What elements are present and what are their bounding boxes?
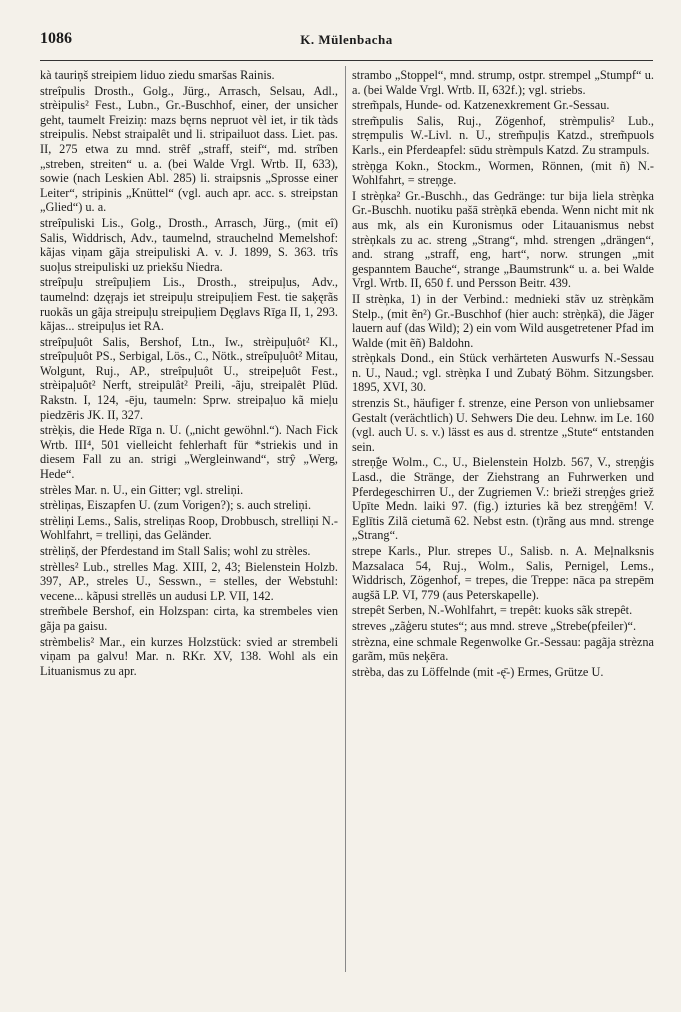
dictionary-entry (352, 544, 654, 602)
dictionary-entry (352, 351, 654, 395)
entry-text: streîpulis Drosth., Golg., Jürg., Arrasch, Selsau, Adl., strèipulis² Fest., Lubn., Gr.-Buschhof, einer, der unsicher geht, taumelt Freiziņ: mazs bęrns nepruot vèl iet, ir tik tàds streipulis. Nebst straipalêt und li. stripailuot dass. Liet. pas. II, 275 etwa zu mnd. strêf „straff, steif“, md. strîben „streben, streiten“ u. a. (bei Walde Vrgl. Wrtb. II, 633), sowie (nach Leskien Abl. 285) li. straipsnis „Sprosse einer Leiter“, stripinis „Knüttel“ (vgl. auch apr. acc. s. streipstan „Glied“) u. a. (40, 83, 338, 215)
entry-text: strèba, das zu Löffelnde (mit -ę̄-) Ermes, Grütze U. (352, 664, 604, 679)
entry-text: streves „zãģeru stutes“; aus mnd. streve „Strebe(pfeiler)“. (352, 618, 637, 633)
page-number: 1086 (40, 30, 72, 47)
entry-text: strèņga Kokn., Stockm., Wormen, Rönnen, (mit ñ) N.-Wohlfahrt, = streņge. (352, 158, 654, 188)
entry-text: strepêt Serben, N.-Wohlfahrt, = trepêt: kuoks sãk strepêt. (352, 603, 633, 618)
entry-text: streîpuļu streîpuļiem Lis., Drosth., streipuļus, Adv., taumelnd: dzęŗajs iet streipuļu streipuļiem Fest. tie saķęrãs ruokãs un gãja streipuļu streipuļiem Dęglavs Rīga II, 1, 293. kãjas... streipuļus iet RA. (40, 275, 338, 334)
dictionary-entry (40, 84, 338, 215)
column-divider (345, 66, 346, 972)
entry-text: strambo „Stoppel“, mnd. strump, ostpr. strempel „Stumpf“ u. a. (bei Walde Vrgl. Wrtb. II, 632f.); vgl. striebs. (352, 68, 654, 97)
dictionary-entry (352, 114, 654, 158)
dictionary-entry (40, 335, 338, 423)
left-column (40, 68, 338, 988)
dictionary-entry (352, 665, 654, 680)
entry-text: strèzna, eine schmale Regenwolke Gr.-Sessau: pagãja strèzna garãm, mūs neķēra. (352, 634, 654, 664)
entry-text: strèles Mar. n. U., ein Gitter; vgl. streliņi. (40, 482, 244, 497)
entry-text: strepe Karls., Plur. strepes U., Salisb. n. A. Meļnalksnis Mazsalaca 54, Ruj., Wolm., Salis, Pernigel, Lems., Widdrisch, Zögenhof, = trepes, die Treppe: nāca pa strepēm augšã LP. VI, 779 (aus Peterskapelle). (352, 544, 654, 602)
dictionary-entry (40, 216, 338, 274)
dictionary-entry (352, 159, 654, 188)
dictionary-entry (40, 275, 338, 333)
entry-text: strenzis St., häufiger f. strenze, eine Person von unliebsamer Gestalt (verächtlich) U. Sehwers Die deu. Lehnw. im Le. 160 (vgl. auch U. s. v.) lässt es aus d. strentze „Stute“ entstanden sein. (352, 396, 654, 454)
running-head: K. Mülenbacha (300, 32, 393, 47)
right-column (352, 68, 654, 988)
page-header (40, 20, 653, 58)
entry-text: strèlles² Lub., strelles Mag. XIII, 2, 43; Bielenstein Holzb. 397, AP., streles U., Sesswn., = stelles, der Webstuhl: vecene... kãpusi strellēs un audusi LP. VII, 142. (40, 559, 338, 603)
entry-text: streņ̃ģe Wolm., C., U., Bielenstein Holzb. 567, V., streņģis Lasd., die Stränge, der Ziehstrang an Fuhrwerken und Pferdegeschirren U., der Zugriemen V.: brieži streņģes griež Upīte Medn. laiki 97. (fig.) izturies kã bez streņģēm! V. Eglītis Zilã cietumã 62. Nebst estn. (t)rãng aus mnd. strenge „Strang“. (352, 455, 654, 543)
dictionary-entry (40, 423, 338, 481)
entry-text: kà tauriņš streipiem liduo ziedu smaršas Rainis. (40, 68, 275, 82)
dictionary-entry (352, 635, 654, 664)
dictionary-entry (40, 544, 338, 559)
dictionary-entry (352, 396, 654, 454)
dictionary-entry (352, 98, 654, 113)
entry-text: strem̃bele Bershof, ein Holzspan: cirta, ka strembeles vien gãja pa gaisu. (40, 604, 338, 633)
dictionary-entry (352, 603, 654, 618)
entry-text: streîpuliski Lis., Golg., Drosth., Arrasch, Jürg., (mit eî) Salis, Widdrisch, Adv., taumelnd, strauchelnd Memelshof: kãjas viņam gãja streipuliski A. v. J. 1899, S. 363. trîs suoļus streipuliski uz priekšu Niedra. (40, 215, 338, 274)
entry-text: strèķis, die Hede Rīga n. U. („nicht gewöhnl.“). Nach Fick Wrtb. III⁴, 501 vielleicht fehlerhaft für *striekis und in diesem Fall zu an. strigi „Wergleinwand“, strŷ „Werg, Hede“. (40, 423, 338, 482)
entry-text: streîpuļuôt Salis, Bershof, Ltn., Iw., strèipuļuôt² Kl., streîpuļuôt PS., Serbigal, Lös., C., Nötk., streîpuļuôt² Mitau, Wolgunt, Ruj., AP., streîpuļuôt U., streipeļuôt Fest., strèipaļuôt² Nerft, streipulât² Preili, -ãju, streipalêt Plūd. Rakstn. I, 124, -ēju, taumeln: Sprw. streipaļuo kã mieļu piedzēris JK. II, 327. (40, 334, 338, 422)
dictionary-entry (352, 292, 654, 350)
entry-text: strem̃pals, Hunde- od. Katzenexkrement Gr.-Sessau. (352, 98, 610, 113)
entry-text: I strèņka² Gr.-Buschh., das Gedränge: tur bija liela strèņka Gr.-Buschh. nuotiku pašā strèņkā ebenda. Wenn nicht mit nk aus mk, als ein Kuronismus oder Litauanismus nebst strèņkals zu ac. streng „Strang“, mhd. strengen „drängen“, and. strang „straff, eng, hart“, norw. strungen „mit gespanntem Bauche“, strange „Baumstrunk“ u. a. bei Walde Vrgl. Wrtb. II, 650 f. und Persson Beitr. 439. (352, 188, 654, 291)
dictionary-entry (40, 604, 338, 633)
dictionary-entry (352, 189, 654, 291)
dictionary-entry (40, 483, 338, 498)
entry-text: strem̃pulis Salis, Ruj., Zögenhof, strèmpulis² Lub., strẹmpulis W.-Livl. n. U., strem̃puļis Katzd., strem̃puols Karls., ein Pferdeapfel: sūdu strèmpuls Katzd. Zu strampuls. (352, 113, 654, 157)
dictionary-entry (40, 498, 338, 513)
dictionary-entry (352, 455, 654, 543)
dictionary-entry (40, 560, 338, 604)
dictionary-entry (352, 619, 654, 634)
entry-text: strèliņas, Eiszapfen U. (zum Vorigen?); s. auch streliņi. (40, 498, 312, 513)
dictionary-entry (40, 68, 338, 83)
dictionary-entry (352, 68, 654, 97)
entry-text: strèliņš, der Pferdestand im Stall Salis; wohl zu strèles. (40, 544, 311, 558)
entry-text: strèņkals Dond., ein Stück verhärteten Auswurfs N.-Sessau n. U., Naud.; vgl. strèņka I und Zubatý Böhm. Sitzungsber. 1895, XVI, 30. (352, 351, 654, 395)
entry-text: strèmbelis² Mar., ein kurzes Holzstück: svied ar strembeli viņam pa galvu! Mar. n. RKr. XV, 138. Wohl als ein Lituanismus zu apr. (40, 634, 338, 678)
dictionary-entry (40, 635, 338, 679)
entry-text: strèliņi Lems., Salis, streliņas Roop, Drobbusch, strelliņi N.-Wohlfahrt, = trelliņi, das Geländer. (40, 513, 338, 543)
header-rule (40, 60, 653, 61)
dictionary-entry (40, 514, 338, 543)
entry-text: II strèņka, 1) in der Verbind.: mednieki stãv uz strèņkãm Stelp., (mit ẽn²) Gr.-Buschhof (hier auch: strèņkā), die Jäger lauern auf (das Wild); 2) ein vom Wild ausgetretener Pfad im Walde (mit ẽñ) Baldohn. (352, 291, 654, 350)
